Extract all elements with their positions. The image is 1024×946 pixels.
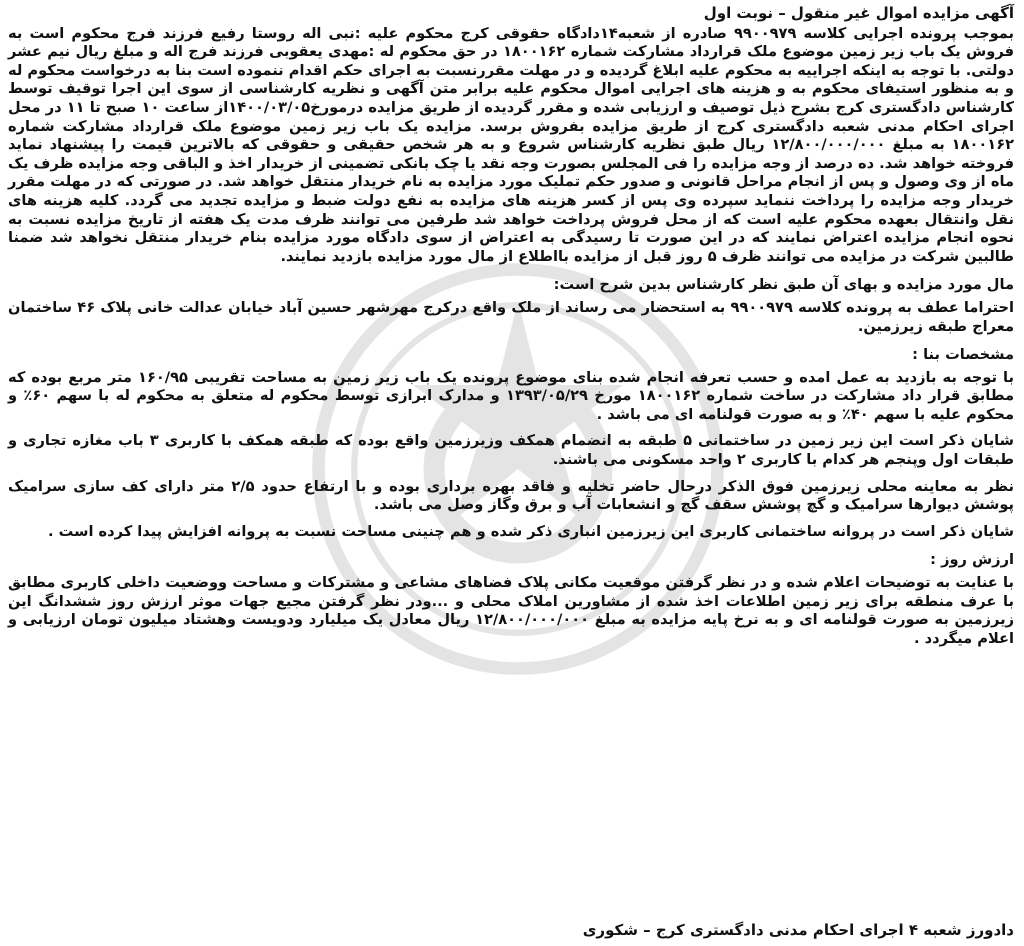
property-address-paragraph: احتراما عطف به پرونده کلاسه ۹۹۰۰۹۷۹ به استحضار می رساند از ملک واقع درکرج مهرشهر حسین آباد خیابان عدالت خانی پلاک ۴۶ ساختمان معراج طبقه زیرزمین. (8, 298, 1015, 335)
valuation-heading: ارزش روز : (930, 551, 1014, 569)
notice-page (8, 4, 1014, 940)
notice-title: آگهی مزایده اموال غیر منقول – نوبت اول (703, 4, 1014, 22)
spec-paragraph: شایان ذکر است این زیر زمین در ساختمانی ۵ طبقه به انضمام همکف وزیرزمین واقع بوده که طبقه همکف با کاربری ۳ باب مغازه تجاری و طبقات اول وپنجم هر کدام با کاربری ۲ واحد مسکونی می باشند. (8, 432, 1015, 469)
spec-paragraph: شایان ذکر است در پروانه ساختمانی کاربری این زیرزمین انباری ذکر شده و هم چنینی مساحت نسبت به پروانه افزایش پیدا کرده است . (48, 522, 1014, 540)
specs-heading: مشخصات بنا : (912, 346, 1014, 364)
footer-signature: دادورز شعبه ۴ اجرای احکام مدنی دادگستری کرج – شکوری (582, 921, 1014, 940)
spec-paragraph: با توجه به بازدید به عمل امده و حسب تعرفه انجام شده بنای موضوع پرونده یک باب زیر زمین به مساحت تقریبی ۱۶۰/۹۵ متر مربع بوده که مطابق قرار داد مشارکت در ساخت شماره ۱۸۰۰۱۶۲ مورخ ۱۳۹۳/۰۵/۲۹ و مدارک ابرازی توسط محکوم له متعلق به محکوم له با سهم ۶۰٪ و محکوم علیه با سهم ۴۰٪ و به صورت قولنامه ای می باشد . (8, 368, 1014, 423)
property-heading: مال مورد مزایده و بهای آن طبق نظر کارشناس بدین شرح است: (553, 276, 1014, 294)
notice-main-paragraph: بموجب پرونده اجرایی کلاسه ۹۹۰۰۹۷۹ صادره از شعبه۱۴دادگاه حقوقی کرج محکوم علیه :نبی اله روستا رفیع فرزند فرج محکوم است به فروش یک باب زیر زمین موضوع ملک قرارداد مشارکت شماره ۱۸۰۰۱۶۲ در حق محکوم له :مهدی یعقوبی فرزند فرج اله و مبلغ ریال نیم عشر دولتی. با توجه به اینکه اجراییه به محکوم علیه ابلاغ گردیده و در مهلت مقررنسبت به اجرای حکم اقدام ننموده است بنا به درخواست محکوم له و به منظور استیفای محکوم به و هزینه های اجرایی اموال محکوم علیه برابر متن آگهی و نظریه کارشناسی از سوی این اجرا توقیف توسط کارشناس دادگستری کرج بشرح ذیل توصیف و ارزیابی شده و مقرر گردیده از طریق مزایده درمورخ۱۴۰۰/۰۳/۰۵از ساعت ۱۰ صبح تا ۱۱ در محل اجرای احکام مدنی شعبه دادگستری کرج از طریق مزایده بفروش برسد. مزایده یک باب زیر زمین موضوع ملک قرارداد مشارکت شماره ۱۸۰۰۱۶۲ به مبلغ ۱۲/۸۰۰/۰۰۰/۰۰۰ ریال طبق نظریه کارشناس شروع و به هر شخص حقیقی و حقوقی که بالاترین قیمت را پیشنهاد نماید فروخته خواهد شد. ده درصد از وجه مزایده را فی المجلس بصورت وجه نقد یا چک بانکی تضمینی از خریدار اخذ و الباقی وجه مزایده ظرف یک ماه از وی وصول و پس از انجام مراحل قانونی و صدور حکم تملیک مورد مزایده به نام خریدار منتقل خواهد شد. در صورتی که در مهلت مقرر خریدار وجه مزایده را پرداخت ننماید سپرده وی پس از کسر هزینه های مزایده به نفع دولت ضبط و مزایده تجدید می گردد. کلیه هزینه های نقل وانتقال بعهده محکوم علیه است که از محل فروش پرداخت خواهد شد طرفین می توانند ظرف مدت یک هفته از تاریخ مزایده نسبت به نحوه انجام مزایده اعتراض نمایند که در این صورت تا رسیدگی به اعتراض از سوی دادگاه مورد مزایده بنام خریدار منتقل نخواهد شد ضمنا طالبین شرکت در مزایده می توانند ظرف ۵ روز قبل از مزایده بااطلاع از مال مورد مزایده بازدید نمایند. (8, 24, 1015, 265)
spec-paragraph: نظر به معاینه محلی زیرزمین فوق الذکر درحال حاضر تخلیه و فاقد بهره برداری بوده و با ارتفاع حدود ۲/۵ متر دارای کف سازی سرامیک پوشش دیوارها سرامیک و گچ پوشش سقف گچ و انشعابات آب و برق وگاز وصل می باشد. (8, 477, 1014, 514)
valuation-paragraph: با عنایت به توضیحات اعلام شده و در نظر گرفتن موقعیت مکانی پلاک فضاهای مشاعی و مشترکات و مساحت ووضعیت داخلی کاربری مطابق با عرف منطقه برای زیر زمین اطلاعات اخذ شده از مشاورین املاک محلی و ...ودر نظر گرفتن مجیع جهات موثر ارزش روز ششدانگ این زیرزمین به صورت قولنامه ای و به نرخ پایه مزایده به مبلغ ۱۲/۸۰۰/۰۰۰/۰۰۰ ریال معادل یک میلیارد ودویست وهشتاد میلیون تومان ارزیابی و اعلام میگردد . (8, 574, 1014, 647)
